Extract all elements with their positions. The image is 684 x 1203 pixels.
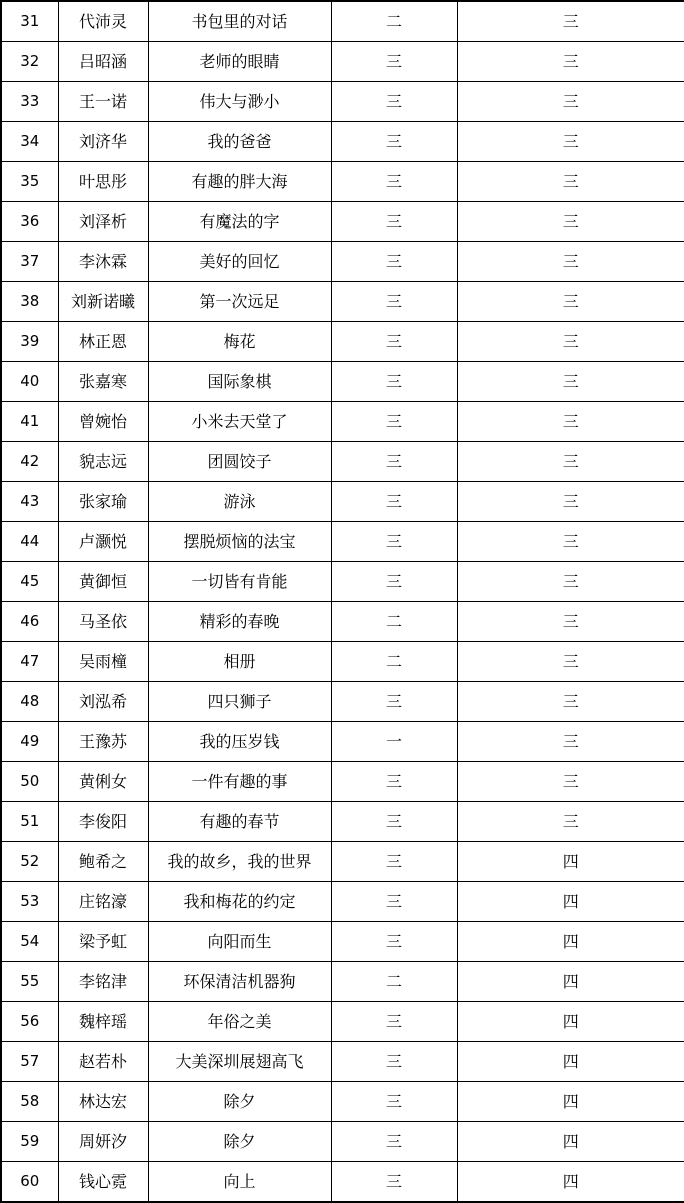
cell-title: 相册 [148, 642, 331, 682]
cell-col5-value: 四 [457, 882, 684, 922]
cell-col4-value: 三 [331, 762, 457, 802]
table-row [1, 402, 684, 442]
cell-title: 梅花 [148, 322, 331, 362]
cell-col4-value: 三 [331, 882, 457, 922]
table-row [1, 442, 684, 482]
cell-col4-value: 三 [331, 442, 457, 482]
cell-number: 48 [1, 682, 58, 722]
cell-col4-value: 三 [331, 122, 457, 162]
cell-col5-value: 三 [457, 322, 684, 362]
cell-col4-value: 三 [331, 1162, 457, 1203]
cell-number: 52 [1, 842, 58, 882]
table-row [1, 642, 684, 682]
cell-number: 38 [1, 282, 58, 322]
cell-number: 31 [1, 1, 58, 42]
table-row [1, 162, 684, 202]
table-row [1, 762, 684, 802]
cell-name: 吕昭涵 [58, 42, 148, 82]
cell-col4-value: 三 [331, 202, 457, 242]
cell-col4-value: 三 [331, 1002, 457, 1042]
cell-number: 42 [1, 442, 58, 482]
table-row [1, 1002, 684, 1042]
cell-title: 环保清洁机器狗 [148, 962, 331, 1002]
cell-number: 39 [1, 322, 58, 362]
table-row [1, 522, 684, 562]
cell-title: 我的故乡，我的世界 [148, 842, 331, 882]
cell-col5-value: 四 [457, 1122, 684, 1162]
cell-number: 58 [1, 1082, 58, 1122]
cell-col4-value: 三 [331, 322, 457, 362]
table-row [1, 682, 684, 722]
cell-name: 林正恩 [58, 322, 148, 362]
cell-title: 我的压岁钱 [148, 722, 331, 762]
cell-col5-value: 三 [457, 162, 684, 202]
cell-col4-value: 三 [331, 162, 457, 202]
cell-name: 李俊阳 [58, 802, 148, 842]
cell-col4-value: 三 [331, 362, 457, 402]
cell-col5-value: 三 [457, 402, 684, 442]
cell-col4-value: 三 [331, 522, 457, 562]
table-row [1, 1, 684, 42]
cell-col5-value: 三 [457, 562, 684, 602]
cell-name: 梁予虹 [58, 922, 148, 962]
table-row [1, 922, 684, 962]
cell-number: 45 [1, 562, 58, 602]
cell-col4-value: 二 [331, 642, 457, 682]
table-row [1, 482, 684, 522]
cell-name: 刘泽析 [58, 202, 148, 242]
cell-col5-value: 三 [457, 362, 684, 402]
cell-number: 40 [1, 362, 58, 402]
cell-number: 54 [1, 922, 58, 962]
cell-col5-value: 三 [457, 642, 684, 682]
cell-name: 代沛灵 [58, 1, 148, 42]
cell-col4-value: 三 [331, 1042, 457, 1082]
cell-col5-value: 三 [457, 122, 684, 162]
cell-number: 32 [1, 42, 58, 82]
cell-title: 书包里的对话 [148, 1, 331, 42]
cell-name: 李沐霖 [58, 242, 148, 282]
cell-col4-value: 二 [331, 962, 457, 1002]
cell-title: 摆脱烦恼的法宝 [148, 522, 331, 562]
table-row [1, 282, 684, 322]
cell-col5-value: 三 [457, 1, 684, 42]
cell-title: 游泳 [148, 482, 331, 522]
table-row [1, 802, 684, 842]
cell-name: 魏梓瑶 [58, 1002, 148, 1042]
cell-number: 60 [1, 1162, 58, 1203]
cell-name: 王一诺 [58, 82, 148, 122]
cell-col4-value: 三 [331, 842, 457, 882]
cell-name: 貌志远 [58, 442, 148, 482]
table-row [1, 602, 684, 642]
cell-name: 刘济华 [58, 122, 148, 162]
cell-number: 33 [1, 82, 58, 122]
cell-title: 有魔法的字 [148, 202, 331, 242]
cell-col4-value: 三 [331, 1122, 457, 1162]
cell-name: 吴雨橦 [58, 642, 148, 682]
cell-title: 国际象棋 [148, 362, 331, 402]
cell-number: 47 [1, 642, 58, 682]
cell-number: 41 [1, 402, 58, 442]
cell-title: 除夕 [148, 1082, 331, 1122]
cell-title: 有趣的胖大海 [148, 162, 331, 202]
cell-number: 55 [1, 962, 58, 1002]
cell-title: 四只狮子 [148, 682, 331, 722]
table-row [1, 962, 684, 1002]
cell-title: 美好的回忆 [148, 242, 331, 282]
cell-name: 马圣依 [58, 602, 148, 642]
cell-col5-value: 三 [457, 42, 684, 82]
cell-title: 我的爸爸 [148, 122, 331, 162]
cell-title: 大美深圳展翅高飞 [148, 1042, 331, 1082]
table-row [1, 842, 684, 882]
table-row [1, 122, 684, 162]
cell-col4-value: 三 [331, 482, 457, 522]
cell-col5-value: 四 [457, 1002, 684, 1042]
cell-col5-value: 四 [457, 1042, 684, 1082]
cell-name: 李铭津 [58, 962, 148, 1002]
table-row [1, 882, 684, 922]
cell-col4-value: 三 [331, 242, 457, 282]
cell-col5-value: 三 [457, 82, 684, 122]
cell-col5-value: 三 [457, 802, 684, 842]
cell-col5-value: 三 [457, 602, 684, 642]
cell-title: 伟大与渺小 [148, 82, 331, 122]
cell-name: 刘泓希 [58, 682, 148, 722]
cell-number: 35 [1, 162, 58, 202]
cell-name: 庄铭濠 [58, 882, 148, 922]
cell-number: 51 [1, 802, 58, 842]
cell-title: 一件有趣的事 [148, 762, 331, 802]
cell-title: 小米去天堂了 [148, 402, 331, 442]
cell-title: 向阳而生 [148, 922, 331, 962]
cell-title: 精彩的春晚 [148, 602, 331, 642]
table-row [1, 42, 684, 82]
table-row [1, 242, 684, 282]
cell-title: 有趣的春节 [148, 802, 331, 842]
cell-col5-value: 三 [457, 442, 684, 482]
cell-col5-value: 四 [457, 922, 684, 962]
cell-title: 年俗之美 [148, 1002, 331, 1042]
cell-col5-value: 三 [457, 282, 684, 322]
cell-title: 我和梅花的约定 [148, 882, 331, 922]
table-row [1, 1122, 684, 1162]
cell-name: 鲍希之 [58, 842, 148, 882]
cell-col4-value: 三 [331, 922, 457, 962]
cell-name: 张家瑜 [58, 482, 148, 522]
cell-number: 56 [1, 1002, 58, 1042]
cell-number: 44 [1, 522, 58, 562]
cell-col5-value: 四 [457, 962, 684, 1002]
cell-col4-value: 三 [331, 82, 457, 122]
table-row [1, 82, 684, 122]
cell-col4-value: 三 [331, 562, 457, 602]
cell-col4-value: 三 [331, 802, 457, 842]
cell-number: 43 [1, 482, 58, 522]
cell-name: 黄御恒 [58, 562, 148, 602]
cell-col4-value: 三 [331, 42, 457, 82]
cell-name: 卢灏悦 [58, 522, 148, 562]
cell-name: 林达宏 [58, 1082, 148, 1122]
table-body [1, 1, 684, 1202]
cell-number: 49 [1, 722, 58, 762]
cell-col5-value: 四 [457, 1162, 684, 1203]
cell-title: 向上 [148, 1162, 331, 1203]
cell-col5-value: 三 [457, 682, 684, 722]
cell-col4-value: 二 [331, 1, 457, 42]
cell-number: 34 [1, 122, 58, 162]
table-row [1, 362, 684, 402]
table-row [1, 322, 684, 362]
cell-name: 钱心霓 [58, 1162, 148, 1203]
cell-number: 46 [1, 602, 58, 642]
cell-col4-value: 三 [331, 1082, 457, 1122]
cell-name: 叶思彤 [58, 162, 148, 202]
cell-number: 59 [1, 1122, 58, 1162]
cell-col5-value: 三 [457, 482, 684, 522]
cell-name: 黄俐女 [58, 762, 148, 802]
cell-col5-value: 三 [457, 202, 684, 242]
cell-col5-value: 三 [457, 522, 684, 562]
cell-col5-value: 三 [457, 242, 684, 282]
cell-title: 一切皆有肯能 [148, 562, 331, 602]
cell-number: 36 [1, 202, 58, 242]
cell-name: 刘新诺曦 [58, 282, 148, 322]
table-row [1, 202, 684, 242]
cell-col5-value: 四 [457, 842, 684, 882]
cell-name: 赵若朴 [58, 1042, 148, 1082]
cell-title: 老师的眼睛 [148, 42, 331, 82]
cell-col5-value: 三 [457, 722, 684, 762]
cell-title: 团圆饺子 [148, 442, 331, 482]
cell-col4-value: 三 [331, 682, 457, 722]
cell-title: 第一次远足 [148, 282, 331, 322]
cell-col4-value: 三 [331, 282, 457, 322]
table-row [1, 1042, 684, 1082]
cell-name: 王豫苏 [58, 722, 148, 762]
cell-col4-value: 三 [331, 402, 457, 442]
cell-number: 57 [1, 1042, 58, 1082]
table-row [1, 1162, 684, 1203]
cell-name: 曾婉怡 [58, 402, 148, 442]
table-row [1, 1082, 684, 1122]
cell-name: 周妍汐 [58, 1122, 148, 1162]
cell-col4-value: 一 [331, 722, 457, 762]
cell-col5-value: 四 [457, 1082, 684, 1122]
cell-col4-value: 二 [331, 602, 457, 642]
cell-title: 除夕 [148, 1122, 331, 1162]
table-row [1, 722, 684, 762]
cell-name: 张嘉寒 [58, 362, 148, 402]
cell-number: 53 [1, 882, 58, 922]
cell-number: 50 [1, 762, 58, 802]
table-row [1, 562, 684, 602]
cell-number: 37 [1, 242, 58, 282]
cell-col5-value: 三 [457, 762, 684, 802]
